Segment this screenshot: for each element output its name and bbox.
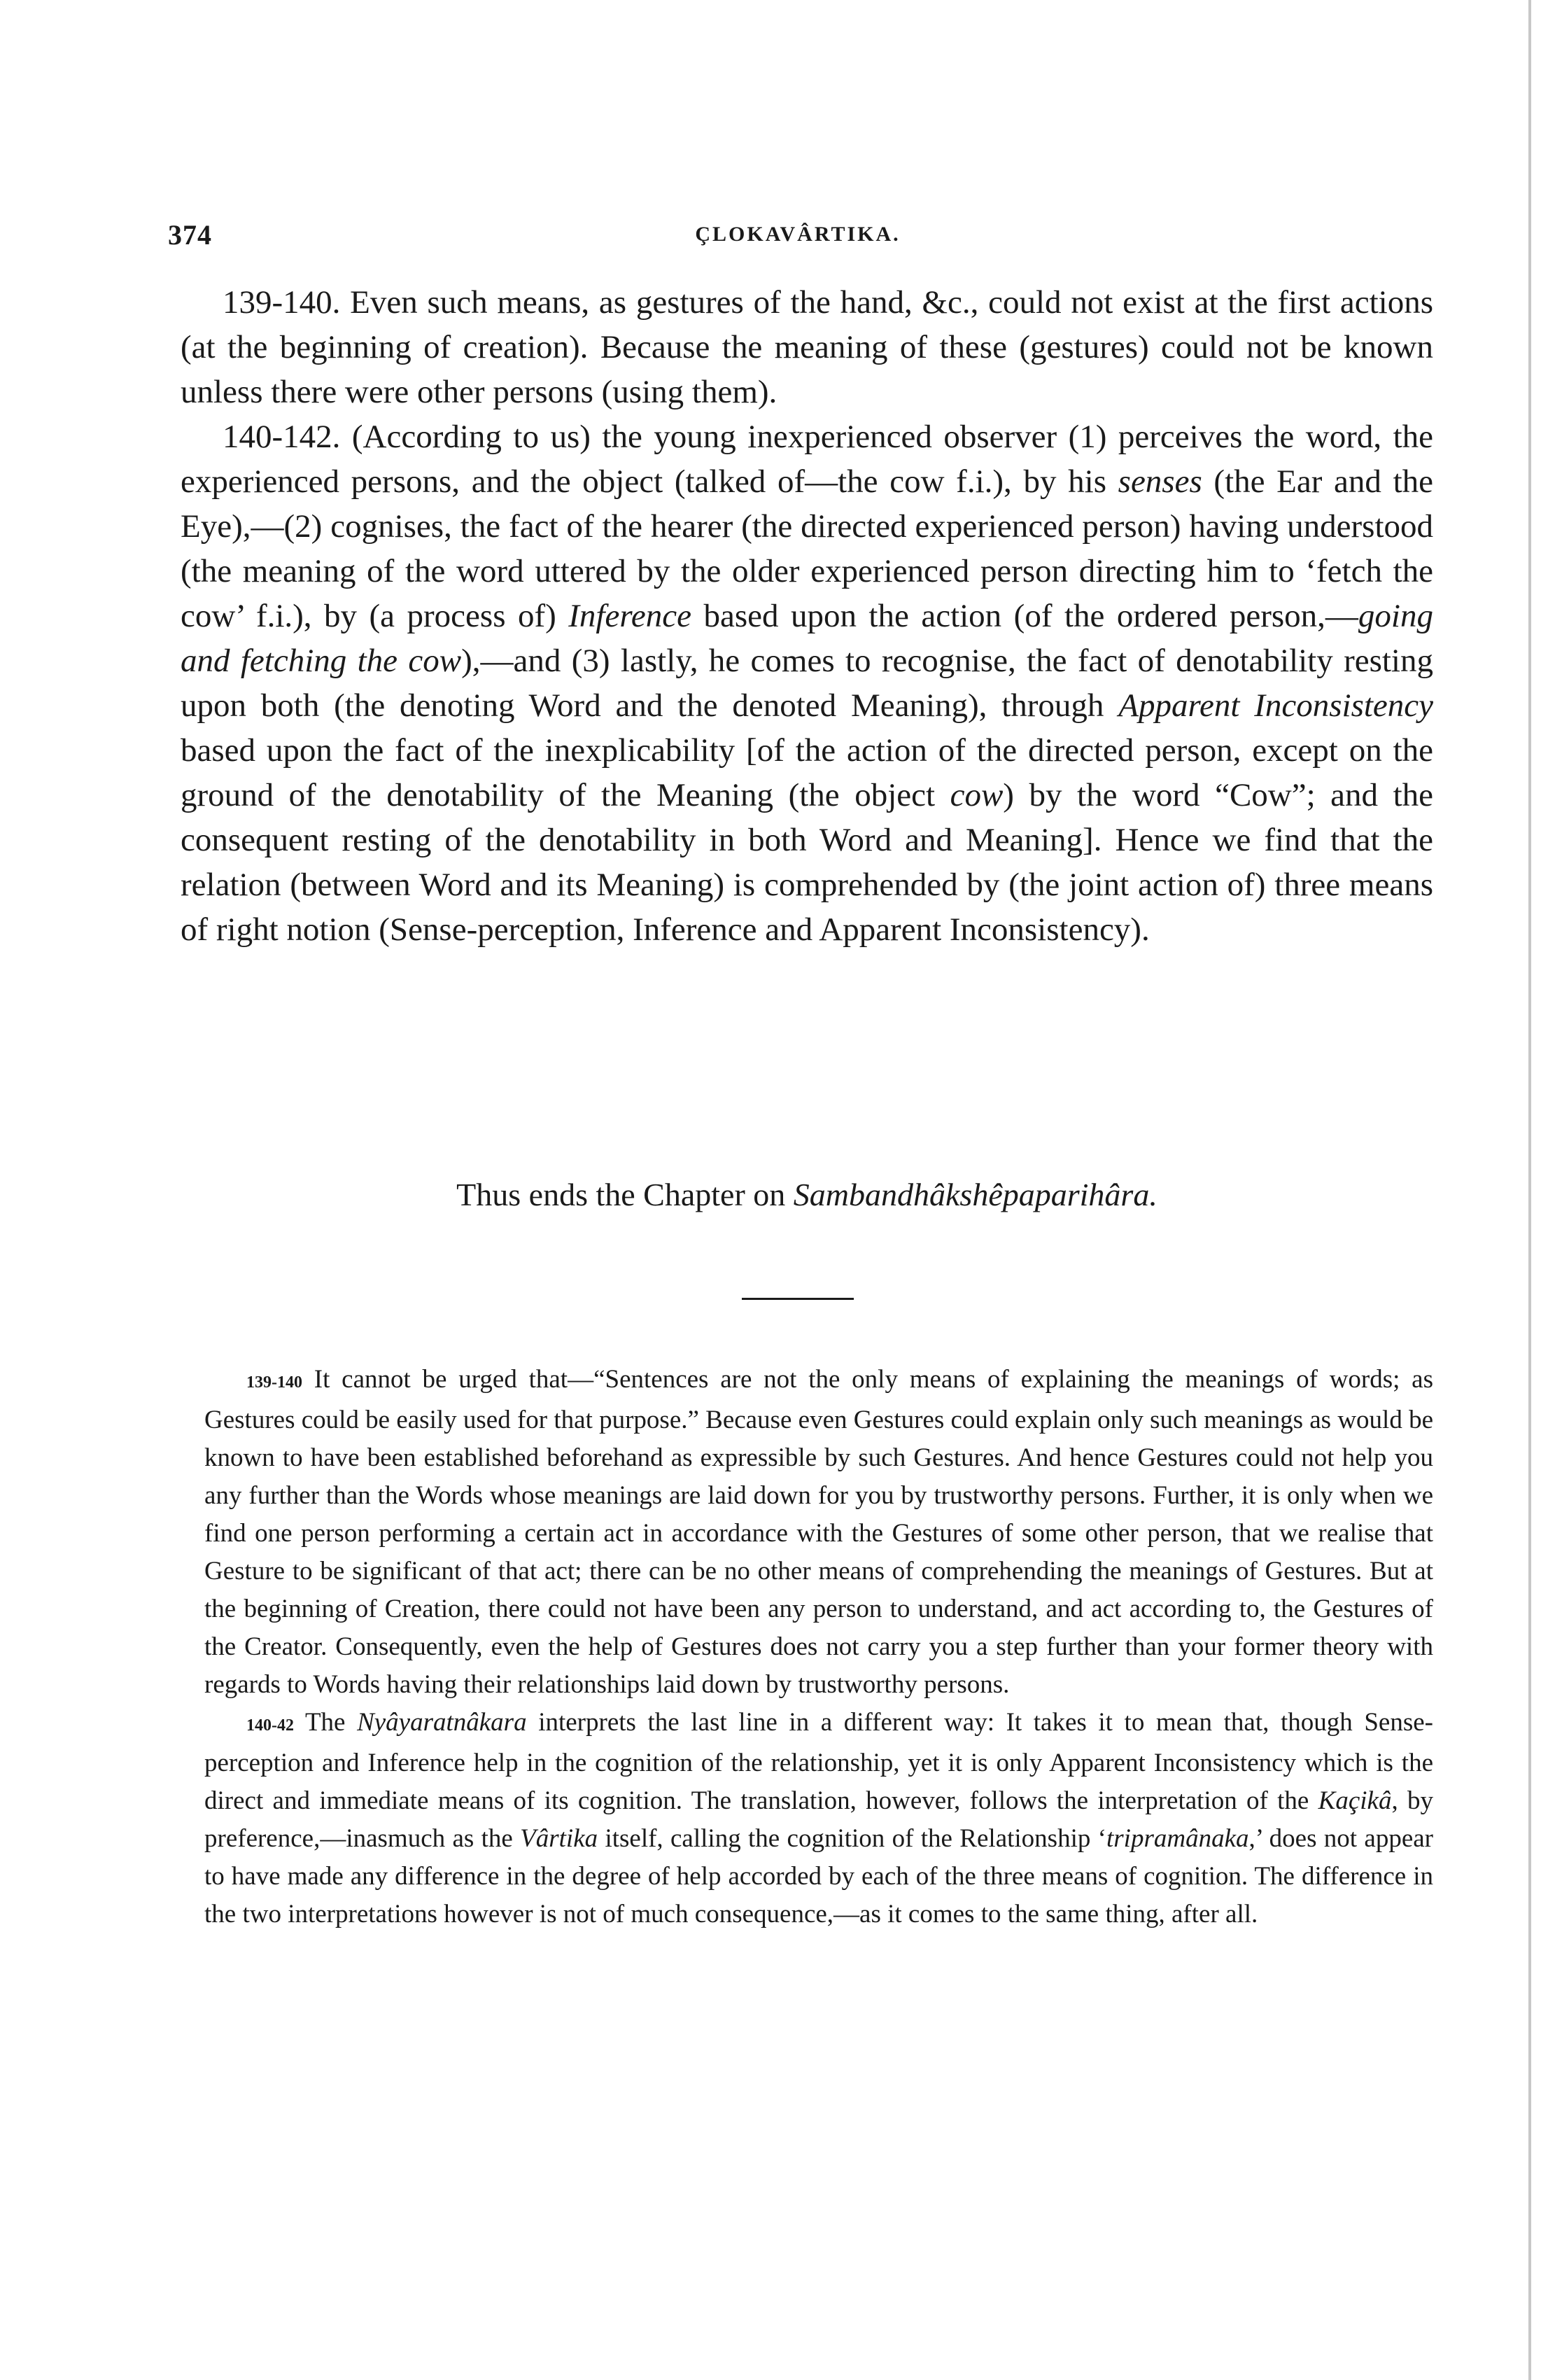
verse-text: (According to us) the young inexperienced observer (1) perceives the word, the experienced persons, and the object (talked of—the cow f.i.), by his <box>181 419 1434 500</box>
footnote-text: itself, calling the cognition of the Relationship ‘ <box>598 1824 1106 1853</box>
verse-paragraph-139-140 <box>181 280 1433 414</box>
emphasis-kacika: Kaçikâ <box>1318 1786 1392 1815</box>
emphasis-inference: Inference <box>568 598 691 634</box>
page-header <box>168 218 1428 260</box>
footnotes <box>204 1361 1433 1933</box>
footnote-text: interprets the last line in a different way: It takes it to mean that, though Sense-perception and Inference help in the cognition of the relationship, yet it is only Apparent Inconsistency which is the direct and immediate means of its cognition. The translation, however, follows the interpretation of the <box>204 1708 1433 1815</box>
scan-edge-line <box>1528 0 1531 2380</box>
footnote-text: The <box>304 1708 358 1737</box>
emphasis-vartika: Vârtika <box>520 1824 598 1853</box>
divider-rule <box>742 1298 854 1300</box>
verse-text: Even such means, as gestures of the hand, &c., could not exist at the first actions (at the beginning of creation). Because the meaning of these (gestures) could not be known unless there were other persons (using them). <box>181 284 1434 410</box>
chapter-name: Sambandhâkshêpaparihâra. <box>793 1177 1157 1212</box>
verse-number: 139-140. <box>223 284 341 321</box>
emphasis-tripramanaka: tripramânaka <box>1106 1824 1249 1853</box>
verse-text: based upon the action (of the ordered person,— <box>691 598 1358 634</box>
emphasis-cow: cow <box>950 777 1004 813</box>
verse-number: 140-142. <box>223 419 341 455</box>
emphasis-going: going and fetching the cow <box>181 598 1433 679</box>
chapter-end-line: Thus ends the Chapter on Sambandhâkshêpaparihâra. <box>456 1177 1157 1212</box>
verse-text: (the Ear and the Eye),—(2) cognises, the fact of the hearer (the directed experienced person) having understood (the meaning of the word uttered by the older experienced person directing him to ‘fetch the cow’ f.i.), by (a process of) <box>181 463 1433 634</box>
footnote-number: 139-140 <box>246 1373 302 1392</box>
verse-paragraph-140-142 <box>181 414 1433 952</box>
verse-text: ) by the word “Cow”; and the consequent resting of the denotability in both Word and Meaning]. Hence we find that the relation (between Word and its Meaning) is comprehended by (the joint action of) three means of right notion (Sense-perception, Inference and Apparent Inconsistency). <box>181 777 1433 948</box>
footnote-number: 140-42 <box>246 1716 294 1735</box>
emphasis-senses: senses <box>1118 463 1202 500</box>
footnote-text: ,’ does not appear to have made any difference in the degree of help accorded by each of the three means of cognition. The difference in the two interpretations however is not of much consequence,—as it comes to the same thing, after all. <box>204 1824 1433 1928</box>
verse-text: ),—and (3) lastly, he comes to recognise, the fact of denotability resting upon both (the denoting Word and the denoted Meaning), through <box>181 643 1433 724</box>
footnote-text: , by preference,—inasmuch as the <box>204 1786 1434 1853</box>
footnote-text: It cannot be urged that—“Sentences are not the only means of explaining the meanings of words; as Gestures could be easily used for that purpose.” Because even Gestures could explain only such meanings as would be known to have been established beforehand as expressible by such Gestures. And hence Gestures could not help you any further than the Words whose meanings are laid down for you by trustworthy persons. Further, it is only when we find one person performing a certain act in accordance with the Gestures of some other person, that we realise that Gesture to be significant of that act; there can be no other means of comprehending the meanings of Gestures. But at the beginning of Creation, there could not have been any person to understand, and act according to, the Gestures of the Creator. Consequently, even the help of Gestures does not carry you a step further than your former theory with regards to Words having their relationships laid down by trustworthy persons. <box>204 1365 1434 1699</box>
page-number: 374 <box>168 219 212 251</box>
verse-text: based upon the fact of the inexplicability [of the action of the directed person, except on the ground of the denotability of the Meaning (the object <box>181 732 1433 813</box>
footnote-139-140 <box>204 1361 1433 1704</box>
running-title: ÇLOKAVÂRTIKA. <box>695 223 901 246</box>
emphasis-apparent: Apparent Inconsistency <box>1118 687 1433 724</box>
footnote-140-42 <box>204 1704 1433 1933</box>
emphasis-nyayaratnakara: Nyâyaratnâkara <box>357 1708 527 1737</box>
main-text <box>181 280 1433 952</box>
